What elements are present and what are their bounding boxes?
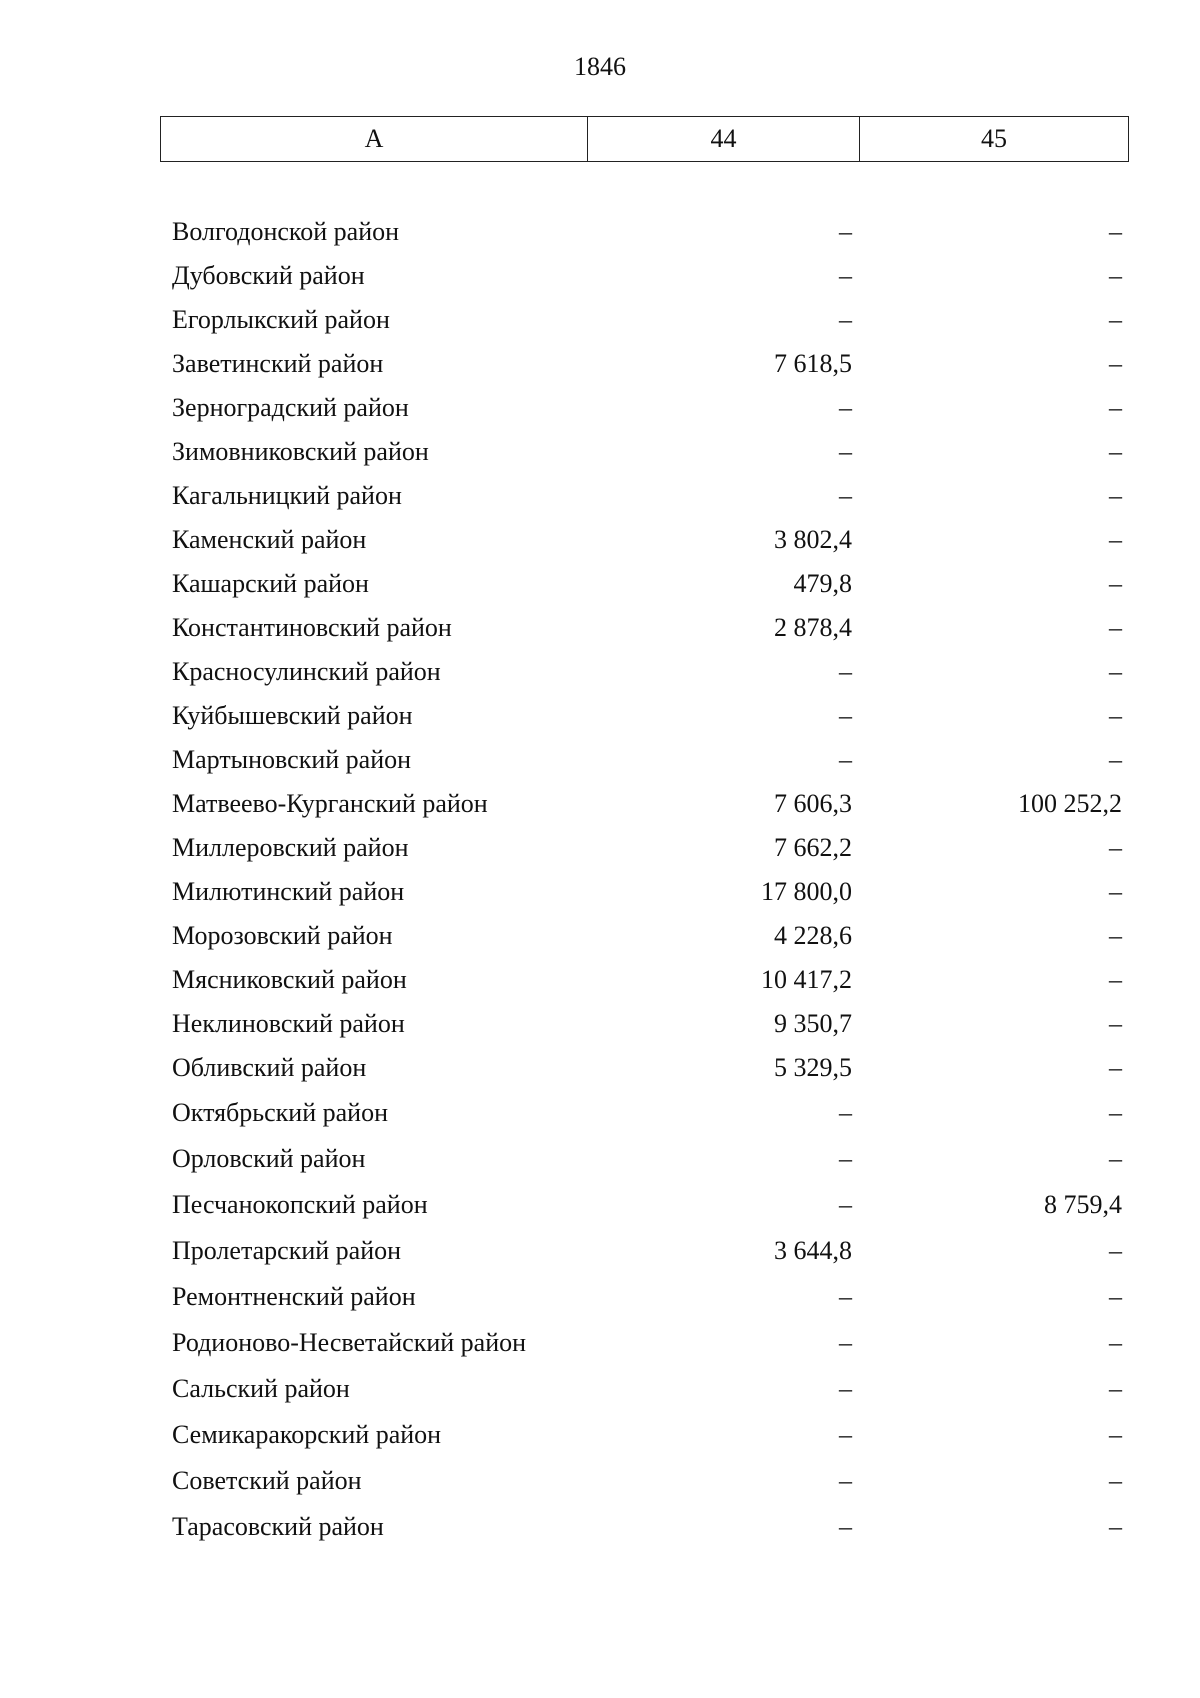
row-value-col-45: – [1109,305,1122,334]
row-district-name: Куйбышевский район [172,701,413,730]
row-value-col-45: – [1109,833,1122,862]
row-district-name: Зимовниковский район [172,437,429,466]
header-col-44: 44 [588,117,860,161]
row-value-col-44: 10 417,2 [761,965,852,994]
row-value-col-44: – [839,217,852,246]
table-row [0,1367,1200,1411]
row-value-col-44: 7 606,3 [774,789,852,818]
row-value-col-44: 2 878,4 [774,613,852,642]
row-district-name: Неклиновский район [172,1009,405,1038]
row-value-col-45: – [1109,1282,1122,1311]
row-value-col-44: – [839,261,852,290]
row-value-col-44: – [839,1144,852,1173]
table-row [0,1413,1200,1457]
table-row [0,298,1200,342]
row-value-col-44: – [839,1466,852,1495]
row-value-col-44: 4 228,6 [774,921,852,950]
row-value-col-45: – [1109,569,1122,598]
table-row [0,518,1200,562]
row-value-col-45: – [1109,393,1122,422]
row-district-name: Октябрьский район [172,1098,388,1127]
table-row [0,914,1200,958]
row-district-name: Волгодонской район [172,217,400,246]
table-row [0,474,1200,518]
row-value-col-45: – [1109,1512,1122,1541]
table-row [0,782,1200,826]
row-value-col-44: – [839,393,852,422]
row-district-name: Егорлыкский район [172,305,390,334]
row-value-col-44: 5 329,5 [774,1053,852,1082]
row-value-col-45: – [1109,1466,1122,1495]
row-value-col-44: – [839,481,852,510]
row-district-name: Семикаракорский район [172,1420,442,1449]
row-value-col-45: – [1109,877,1122,906]
row-district-name: Морозовский район [172,921,393,950]
row-value-col-45: – [1109,1144,1122,1173]
row-value-col-44: – [839,305,852,334]
row-value-col-45: – [1109,613,1122,642]
row-value-col-45: – [1109,261,1122,290]
row-value-col-44: – [839,1420,852,1449]
table-row [0,254,1200,298]
row-value-col-45: – [1109,701,1122,730]
row-value-col-44: – [839,1328,852,1357]
row-value-col-45: 100 252,2 [1018,789,1122,818]
row-value-col-44: – [839,1374,852,1403]
row-district-name: Ремонтненский район [172,1282,416,1311]
table-row [0,826,1200,870]
row-district-name: Милютинский район [172,877,405,906]
row-value-col-45: – [1109,921,1122,950]
row-value-col-45: – [1109,437,1122,466]
table-row [0,1002,1200,1046]
row-district-name: Тарасовский район [172,1512,384,1541]
row-district-name: Кашарский район [172,569,369,598]
row-value-col-45: – [1109,525,1122,554]
row-value-col-45: – [1109,1236,1122,1265]
row-district-name: Дубовский район [172,261,365,290]
row-value-col-45: – [1109,657,1122,686]
row-value-col-44: – [839,745,852,774]
table-row [0,958,1200,1002]
table-row [0,694,1200,738]
row-district-name: Матвеево-Курганский район [172,789,488,818]
row-value-col-45: – [1109,217,1122,246]
row-value-col-44: 7 662,2 [774,833,852,862]
table-row [0,562,1200,606]
header-col-a: А [161,117,588,161]
table-row [0,606,1200,650]
table-row [0,1459,1200,1503]
row-district-name: Зерноградский район [172,393,409,422]
row-value-col-45: – [1109,1053,1122,1082]
row-district-name: Сальский район [172,1374,350,1403]
row-value-col-44: 17 800,0 [761,877,852,906]
table-row [0,430,1200,474]
table-row [0,1229,1200,1273]
row-district-name: Мясниковский район [172,965,407,994]
table-header [160,116,1129,162]
row-value-col-44: 9 350,7 [774,1009,852,1038]
row-district-name: Красносулинский район [172,657,441,686]
row-district-name: Пролетарский район [172,1236,402,1265]
table-row [0,386,1200,430]
table-row [0,1275,1200,1319]
row-value-col-44: 7 618,5 [774,349,852,378]
row-district-name: Орловский район [172,1144,366,1173]
row-district-name: Советский район [172,1466,362,1495]
row-value-col-45: – [1109,349,1122,378]
row-value-col-44: – [839,1512,852,1541]
row-value-col-45: 8 759,4 [1044,1190,1122,1219]
row-value-col-44: – [839,437,852,466]
table-row [0,650,1200,694]
table-row [0,1321,1200,1365]
row-value-col-45: – [1109,1009,1122,1038]
table-row [0,1137,1200,1181]
table-row [0,1505,1200,1549]
row-district-name: Каменский район [172,525,367,554]
table-row [0,1046,1200,1090]
row-value-col-45: – [1109,1328,1122,1357]
row-value-col-45: – [1109,745,1122,774]
row-value-col-44: – [839,1282,852,1311]
row-value-col-45: – [1109,1098,1122,1127]
row-value-col-45: – [1109,965,1122,994]
row-value-col-44: 479,8 [793,569,852,598]
row-value-col-45: – [1109,1420,1122,1449]
table-row [0,342,1200,386]
header-col-45: 45 [981,124,1007,153]
row-district-name: Миллеровский район [172,833,409,862]
row-value-col-44: 3 644,8 [774,1236,852,1265]
row-district-name: Песчанокопский район [172,1190,428,1219]
row-value-col-45: – [1109,1374,1122,1403]
table-row [0,1091,1200,1135]
row-district-name: Кагальницкий район [172,481,402,510]
row-value-col-44: – [839,657,852,686]
row-district-name: Мартыновский район [172,745,412,774]
row-value-col-44: 3 802,4 [774,525,852,554]
table-row [0,870,1200,914]
row-district-name: Родионово-Несветайский район [172,1328,527,1357]
row-district-name: Обливский район [172,1053,367,1082]
row-value-col-44: – [839,1098,852,1127]
row-value-col-45: – [1109,481,1122,510]
row-district-name: Заветинский район [172,349,384,378]
row-value-col-44: – [839,701,852,730]
row-value-col-44: – [839,1190,852,1219]
table-row [0,210,1200,254]
table-row [0,738,1200,782]
page-number: 1846 [574,52,626,81]
row-district-name: Константиновский район [172,613,452,642]
table-row [0,1183,1200,1227]
